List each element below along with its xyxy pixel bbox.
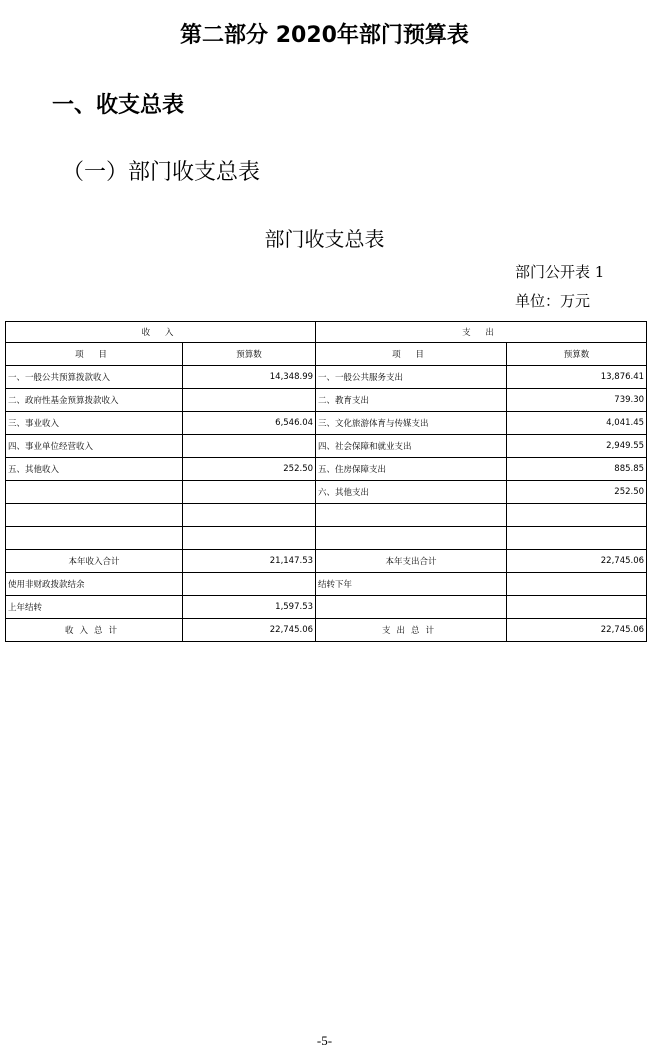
income-subtotal-label: 本年收入合计: [6, 550, 183, 573]
expense-item: 结转下年: [316, 573, 507, 596]
expense-item: 五、住房保障支出: [316, 458, 507, 481]
income-value: 252.50: [183, 458, 316, 481]
income-total-label: 收入总计: [6, 619, 183, 642]
table-row: [6, 412, 647, 435]
table-title: 部门收支总表: [264, 227, 385, 251]
expense-item: [316, 527, 507, 550]
expense-value: [507, 504, 647, 527]
income-value: [183, 389, 316, 412]
expense-value: 13,876.41: [507, 366, 647, 389]
expense-value: 2,949.55: [507, 435, 647, 458]
part-title: 第二部分 2020年部门预算表: [180, 23, 469, 48]
expense-subtotal-label: 本年支出合计: [316, 550, 507, 573]
income-item: 三、事业收入: [6, 412, 183, 435]
total-row: [6, 619, 647, 642]
table-row: [6, 435, 647, 458]
table-row: [6, 573, 647, 596]
income-budget-header: 预算数: [183, 343, 316, 366]
section-header-row: [6, 322, 647, 343]
income-item: 一、一般公共预算拨款收入: [6, 366, 183, 389]
expense-header: 支 出: [316, 322, 647, 343]
income-item-header: 项 目: [6, 343, 183, 366]
expense-total-label: 支出总计: [316, 619, 507, 642]
income-value: 14,348.99: [183, 366, 316, 389]
expense-item: 四、社会保障和就业支出: [316, 435, 507, 458]
unit-label: 单位：万元: [515, 292, 591, 310]
expense-value: 885.85: [507, 458, 647, 481]
income-value: [183, 435, 316, 458]
income-total-value: 22,745.06: [183, 619, 316, 642]
expense-item: 三、文化旅游体育与传媒支出: [316, 412, 507, 435]
expense-value: 739.30: [507, 389, 647, 412]
expense-item: 二、教育支出: [316, 389, 507, 412]
table-row: [6, 481, 647, 504]
table-row: [6, 366, 647, 389]
expense-item: 一、一般公共服务支出: [316, 366, 507, 389]
table-row: [6, 389, 647, 412]
expense-item: [316, 504, 507, 527]
section-title: 一、收支总表: [52, 93, 185, 118]
expense-item: [316, 596, 507, 619]
income-value: 1,597.53: [183, 596, 316, 619]
subsection-title: （一）部门收支总表: [62, 160, 261, 185]
income-item: 使用非财政拨款结余: [6, 573, 183, 596]
income-item: 上年结转: [6, 596, 183, 619]
income-value: [183, 504, 316, 527]
budget-summary-table: [5, 321, 647, 642]
income-item: [6, 481, 183, 504]
income-item: [6, 504, 183, 527]
expense-budget-header: 预算数: [507, 343, 647, 366]
income-header: 收 入: [6, 322, 316, 343]
income-value: 6,546.04: [183, 412, 316, 435]
column-header-row: [6, 343, 647, 366]
table-number: 部门公开表 1: [515, 263, 605, 281]
expense-value: [507, 573, 647, 596]
income-item: [6, 527, 183, 550]
income-item: 五、其他收入: [6, 458, 183, 481]
expense-item-header: 项 目: [316, 343, 507, 366]
expense-value: 4,041.45: [507, 412, 647, 435]
expense-value: [507, 527, 647, 550]
table-row: [6, 527, 647, 550]
income-value: [183, 481, 316, 504]
subtotal-row: [6, 550, 647, 573]
income-item: 二、政府性基金预算拨款收入: [6, 389, 183, 412]
expense-total-value: 22,745.06: [507, 619, 647, 642]
expense-value: 252.50: [507, 481, 647, 504]
expense-item: 六、其他支出: [316, 481, 507, 504]
income-subtotal-value: 21,147.53: [183, 550, 316, 573]
table-row: [6, 504, 647, 527]
page-number: -5-: [316, 1033, 333, 1048]
income-item: 四、事业单位经营收入: [6, 435, 183, 458]
table-row: [6, 458, 647, 481]
expense-value: [507, 596, 647, 619]
income-value: [183, 527, 316, 550]
table-row: [6, 596, 647, 619]
income-value: [183, 573, 316, 596]
expense-subtotal-value: 22,745.06: [507, 550, 647, 573]
